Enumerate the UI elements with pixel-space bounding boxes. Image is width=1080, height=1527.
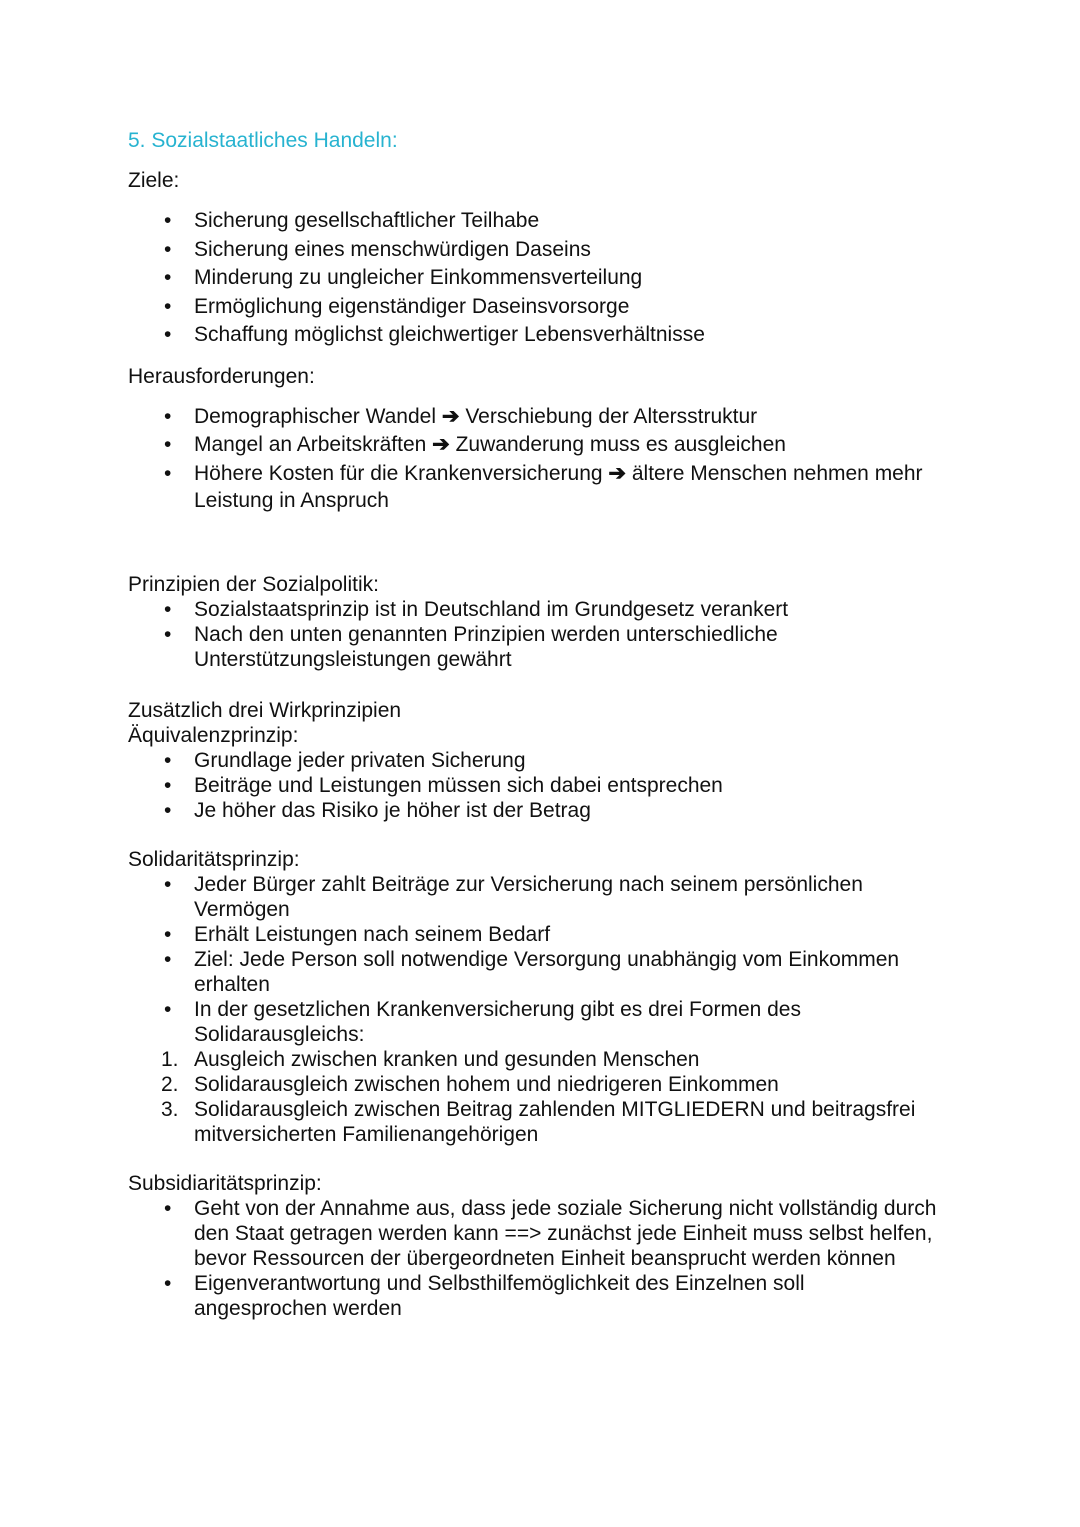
solidaritaet-list	[128, 872, 968, 1047]
list-item: • Ziel: Jede Person soll notwendige Versorgung unabhängig vom Einkommen erhalten	[164, 947, 900, 996]
bullet-icon: •	[164, 622, 172, 646]
list-item: • In der gesetzlichen Krankenversicherung gibt es drei Formen des Solidarausgleichs:	[164, 997, 801, 1046]
ziele-label: Ziele:	[128, 169, 180, 192]
arrow-right-icon: ➔	[432, 433, 450, 456]
prinzipien-list	[128, 597, 968, 672]
list-item: • Grundlage jeder privaten Sicherung	[164, 748, 526, 772]
numbered-item: 1. Ausgleich zwischen kranken und gesunden Menschen	[161, 1047, 700, 1071]
item-number: 3.	[161, 1097, 179, 1121]
list-item: • Geht von der Annahme aus, dass jede soziale Sicherung nicht vollständig durch den Staat getragen werden kann ==> zunächst jede Einheit muss selbst helfen, bevor Ressourcen der übergeordneten Einheit beansprucht werden können	[164, 1196, 937, 1270]
bullet-icon: •	[164, 872, 172, 896]
subsidiaritaet-label: Subsidiaritätsprinzip:	[128, 1171, 322, 1195]
list-item: • Minderung zu ungleicher Einkommensverteilung	[128, 264, 968, 293]
list-item: • Eigenverantwortung und Selbsthilfemöglichkeit des Einzelnen soll angesprochen werden	[164, 1271, 805, 1320]
list-item: • Sicherung gesellschaftlicher Teilhabe	[128, 207, 968, 236]
list-item: • Beiträge und Leistungen müssen sich dabei entsprechen	[164, 773, 723, 797]
list-item: • Je höher das Risiko je höher ist der Betrag	[164, 798, 591, 822]
item-number: 2.	[161, 1072, 179, 1096]
list-item: • Sozialstaatsprinzip ist in Deutschland im Grundgesetz verankert	[164, 597, 789, 621]
bullet-icon: •	[164, 922, 172, 946]
document-page	[128, 128, 968, 1321]
section-title: 5. Sozialstaatliches Handeln:	[128, 129, 398, 152]
bullet-icon: •	[164, 266, 172, 289]
bullet-icon: •	[164, 461, 172, 485]
list-item: • Schaffung möglichst gleichwertiger Lebensverhältnisse	[128, 321, 968, 350]
wirkprinzipien-intro: Zusätzlich drei Wirkprinzipien	[128, 698, 402, 722]
bullet-icon: •	[164, 209, 172, 232]
list-item: • Demographischer Wandel ➔ Verschiebung der Altersstruktur	[128, 403, 968, 432]
list-item: • Ermöglichung eigenständiger Daseinsvorsorge	[128, 293, 968, 322]
bullet-icon: •	[164, 997, 172, 1021]
bullet-icon: •	[164, 237, 172, 261]
list-item: • Nach den unten genannten Prinzipien werden unterschiedliche Unterstützungsleistungen gewährt	[164, 622, 778, 671]
bullet-icon: •	[164, 294, 172, 318]
list-item: • Höhere Kosten für die Krankenversicherung ➔ ältere Menschen nehmen mehr Leistung in Anspruch	[164, 461, 923, 512]
solidaritaet-label: Solidaritätsprinzip:	[128, 847, 300, 871]
arrow-right-icon: ➔	[608, 461, 627, 485]
list-item: • Erhält Leistungen nach seinem Bedarf	[164, 922, 551, 946]
bullet-icon: •	[164, 947, 172, 971]
bullet-icon: •	[164, 1271, 172, 1295]
bullet-icon: •	[164, 404, 172, 428]
bullet-icon: •	[164, 748, 172, 772]
bullet-icon: •	[164, 323, 172, 346]
list-item: • Sicherung eines menschwürdigen Daseins	[128, 236, 968, 265]
list-item: • Mangel an Arbeitskräften ➔ Zuwanderung muss es ausgleichen	[128, 431, 968, 460]
aequivalenz-list	[128, 748, 968, 823]
subsidiaritaet-list	[128, 1196, 968, 1321]
bullet-icon: •	[164, 1196, 172, 1220]
aequivalenz-label: Äquivalenzprinzip:	[128, 723, 299, 747]
item-number: 1.	[161, 1047, 179, 1071]
bullet-icon: •	[164, 597, 172, 621]
numbered-item: 2. Solidarausgleich zwischen hohem und niedrigeren Einkommen	[161, 1072, 779, 1096]
numbered-item: 3. Solidarausgleich zwischen Beitrag zahlenden MITGLIEDERN und beitragsfrei mitversicherten Familienangehörigen	[161, 1097, 916, 1146]
arrow-right-icon: ➔	[441, 404, 460, 428]
herausforderungen-list	[128, 403, 968, 514]
ziele-list	[128, 207, 968, 350]
bullet-icon: •	[164, 433, 172, 456]
herausforderungen-label: Herausforderungen:	[128, 364, 315, 388]
solidarausgleich-list	[128, 1047, 968, 1147]
prinzipien-label: Prinzipien der Sozialpolitik:	[128, 572, 379, 596]
bullet-icon: •	[164, 773, 172, 797]
list-item: • Jeder Bürger zahlt Beiträge zur Versicherung nach seinem persönlichen Vermögen	[164, 872, 863, 921]
bullet-icon: •	[164, 798, 172, 822]
